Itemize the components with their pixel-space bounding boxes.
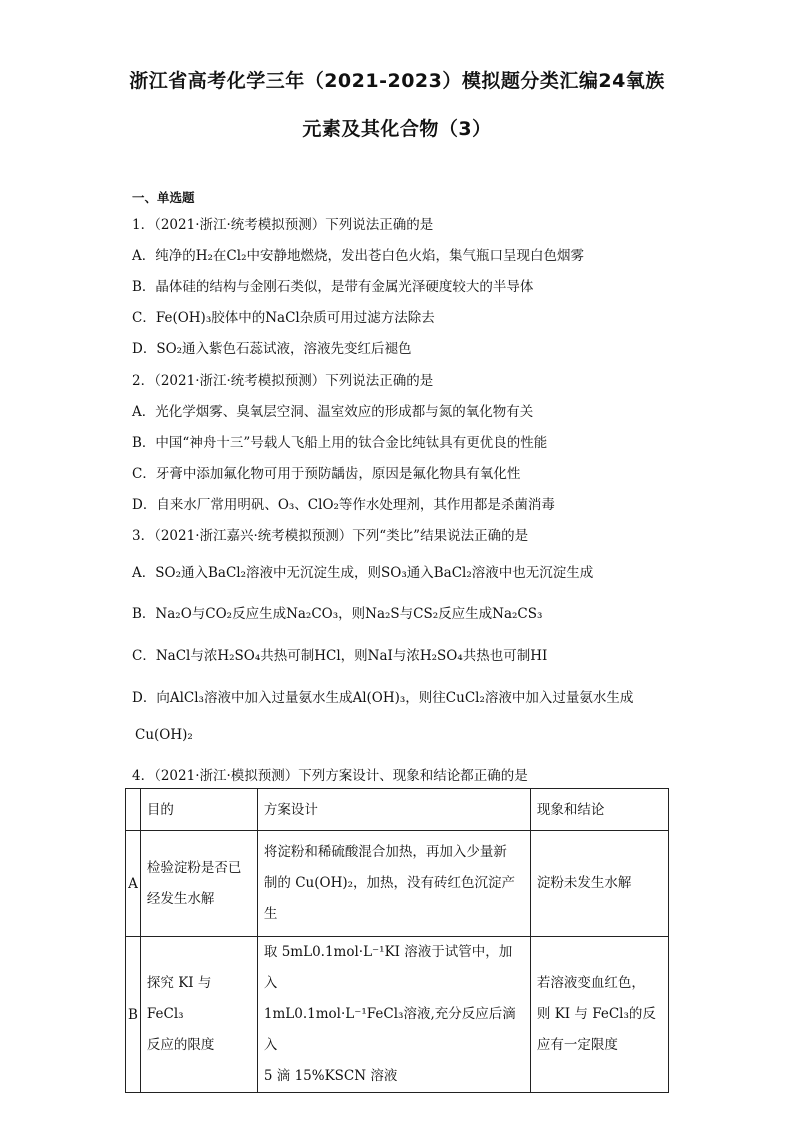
q1-stem: 1．（2021·浙江·统考模拟预测）下列说法正确的是 [132,217,434,233]
q1-option-a: A．纯净的H₂在Cl₂中安静地燃烧，发出苍白色火焰，集气瓶口呈现白色烟雾 [132,248,584,264]
row-purpose-line: 探究 KI 与 FeCl₃ [146,975,212,1022]
row-design-line: 将淀粉和稀硫酸混合加热，再加入少量新 [263,844,507,860]
q2-option-a: A．光化学烟雾、臭氧层空洞、温室效应的形成都与氮的氧化物有关 [132,404,534,420]
row-design-line: 制的 Cu(OH)₂，加热，没有砖红色沉淀产 [263,875,516,891]
row-result-line: 则 KI 与 FeCl₃的反 [536,1006,656,1022]
row-result-line: 若溶液变血红色， [536,975,645,991]
q1-option-d: D．SO₂通入紫色石蕊试液，溶液先变红后褪色 [132,341,412,357]
q3-option-d: D．向AlCl₃溶液中加入过量氨水生成Al(OH)₃，则往CuCl₂溶液中加入过量氨水生成 [132,690,634,706]
row-design-line: 生 [263,906,278,922]
row-result [530,831,668,937]
q3-stem: 3．（2021·浙江嘉兴·统考模拟预测）下列“类比”结果说法正确的是 [132,528,529,544]
row-design-line: 1mL0.1mol·L⁻¹FeCl₃溶液,充分反应后滴入 [263,1006,516,1053]
header-result: 现象和结论 [530,789,668,831]
row-design-line: 取 5mL0.1mol·L⁻¹KI 溶液于试管中，加入 [263,944,513,991]
row-result-line: 应有一定限度 [536,1037,618,1053]
q3-option-d-continued: Cu(OH)₂ [135,727,193,743]
row-design [257,937,530,1093]
section-heading: 一、单选题 [132,190,195,205]
table-row [126,831,669,937]
header-design: 方案设计 [257,789,530,831]
row-result-line: 淀粉未发生水解 [536,875,632,891]
doc-title-line-2: 元素及其化合物（3） [302,118,492,140]
row-option-label: A [126,831,141,937]
row-option-label: B [126,937,141,1093]
q3-option-b: B．Na₂O与CO₂反应生成Na₂CO₃，则Na₂S与CS₂反应生成Na₂CS₃ [132,606,543,622]
row-design [257,831,530,937]
q2-option-c: C．牙膏中添加氟化物可用于预防龋齿，原因是氟化物具有氧化性 [132,466,521,482]
q4-table [125,788,669,1093]
q2-option-b: B．中国“神舟十三”号载人飞船上用的钛合金比纯钛具有更优良的性能 [132,435,548,451]
header-option [126,789,141,831]
q2-stem: 2．（2021·浙江·统考模拟预测）下列说法正确的是 [132,373,434,389]
row-result [530,937,668,1093]
row-purpose-line: 反应的限度 [146,1037,215,1053]
q2-option-d: D．自来水厂常用明矾、O₃、ClO₂等作水处理剂，其作用都是杀菌消毒 [132,497,555,513]
q1-option-b: B．晶体硅的结构与金刚石类似，是带有金属光泽硬度较大的半导体 [132,279,534,295]
row-purpose [140,831,257,937]
row-design-line: 5 滴 15%KSCN 溶液 [263,1068,398,1084]
row-purpose-line: 经发生水解 [146,890,215,907]
header-purpose: 目的 [140,789,257,831]
q3-option-c: C．NaCl与浓H₂SO₄共热可制HCl，则NaI与浓H₂SO₄共热也可制HI [132,648,548,664]
row-purpose [140,937,257,1093]
table-row [126,937,669,1093]
q3-option-a: A．SO₂通入BaCl₂溶液中无沉淀生成，则SO₃通入BaCl₂溶液中也无沉淀生成 [132,565,594,581]
q1-option-c: C．Fe(OH)₃胶体中的NaCl杂质可用过滤方法除去 [132,310,435,326]
table-header-row [126,789,669,831]
q4-stem: 4．（2021·浙江·模拟预测）下列方案设计、现象和结论都正确的是 [132,768,528,784]
doc-title-line-1: 浙江省高考化学三年（2021-2023）模拟题分类汇编24氧族 [129,70,665,92]
row-purpose-line: 检验淀粉是否已 [146,859,242,876]
